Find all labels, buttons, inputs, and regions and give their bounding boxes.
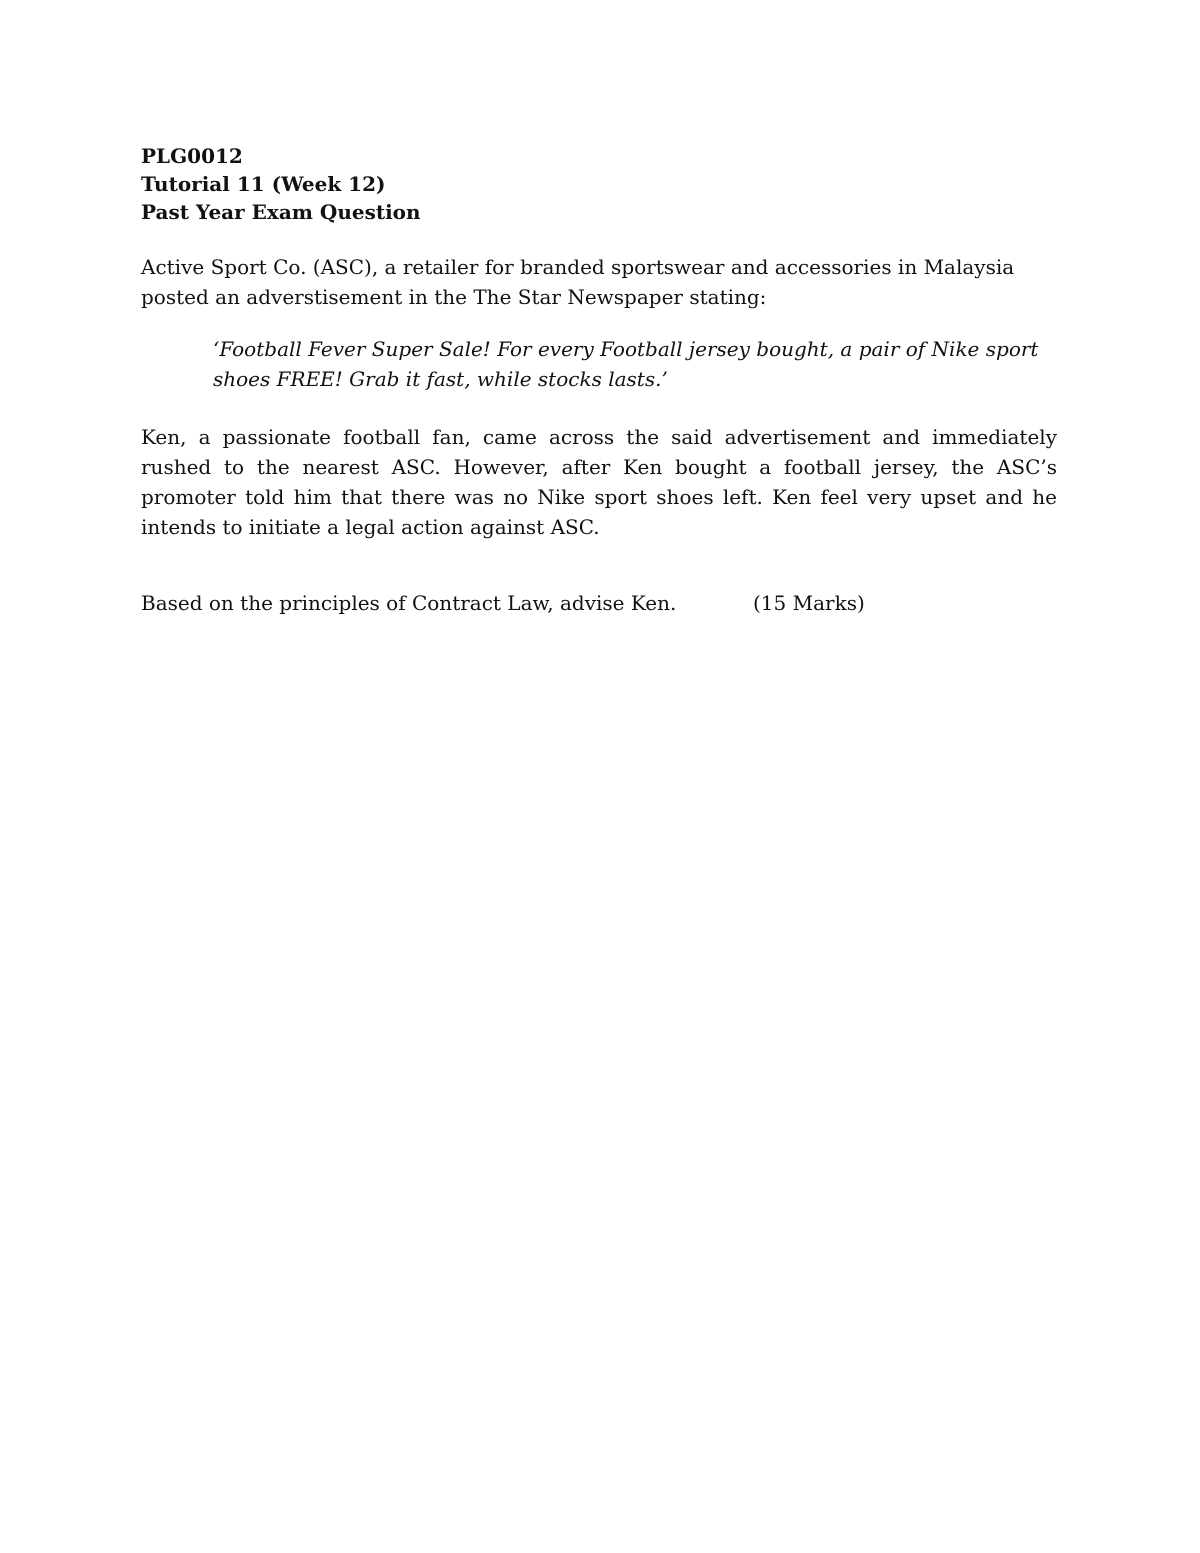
advertisement-quote: ‘Football Fever Super Sale! For every Football jersey bought, a pair of Nike sport shoes FREE! Grab it fast, while stocks lasts.’ xyxy=(213,337,1039,391)
question-row xyxy=(141,588,1057,618)
question-text: Based on the principles of Contract Law, advise Ken. xyxy=(141,591,677,615)
document-content xyxy=(141,142,1057,618)
tutorial-title: Tutorial 11 (Week 12) xyxy=(141,172,386,196)
course-code: PLG0012 xyxy=(141,144,243,168)
intro-paragraph: Active Sport Co. (ASC), a retailer for branded sportswear and accessories in Malaysia posted an adverstisement in the The Star Newspaper stating: xyxy=(141,255,1015,309)
document-heading xyxy=(141,142,1057,226)
facts-paragraph: Ken, a passionate football fan, came across the said advertisement and immediately rushed to the nearest ASC. However, after Ken bought a football jersey, the ASC’s promoter told him that there was no Nike sport shoes left. Ken feel very upset and he intends to initiate a legal action against ASC. xyxy=(141,425,1057,539)
document-subtitle: Past Year Exam Question xyxy=(141,200,421,224)
marks-label: (15 Marks) xyxy=(753,591,865,615)
